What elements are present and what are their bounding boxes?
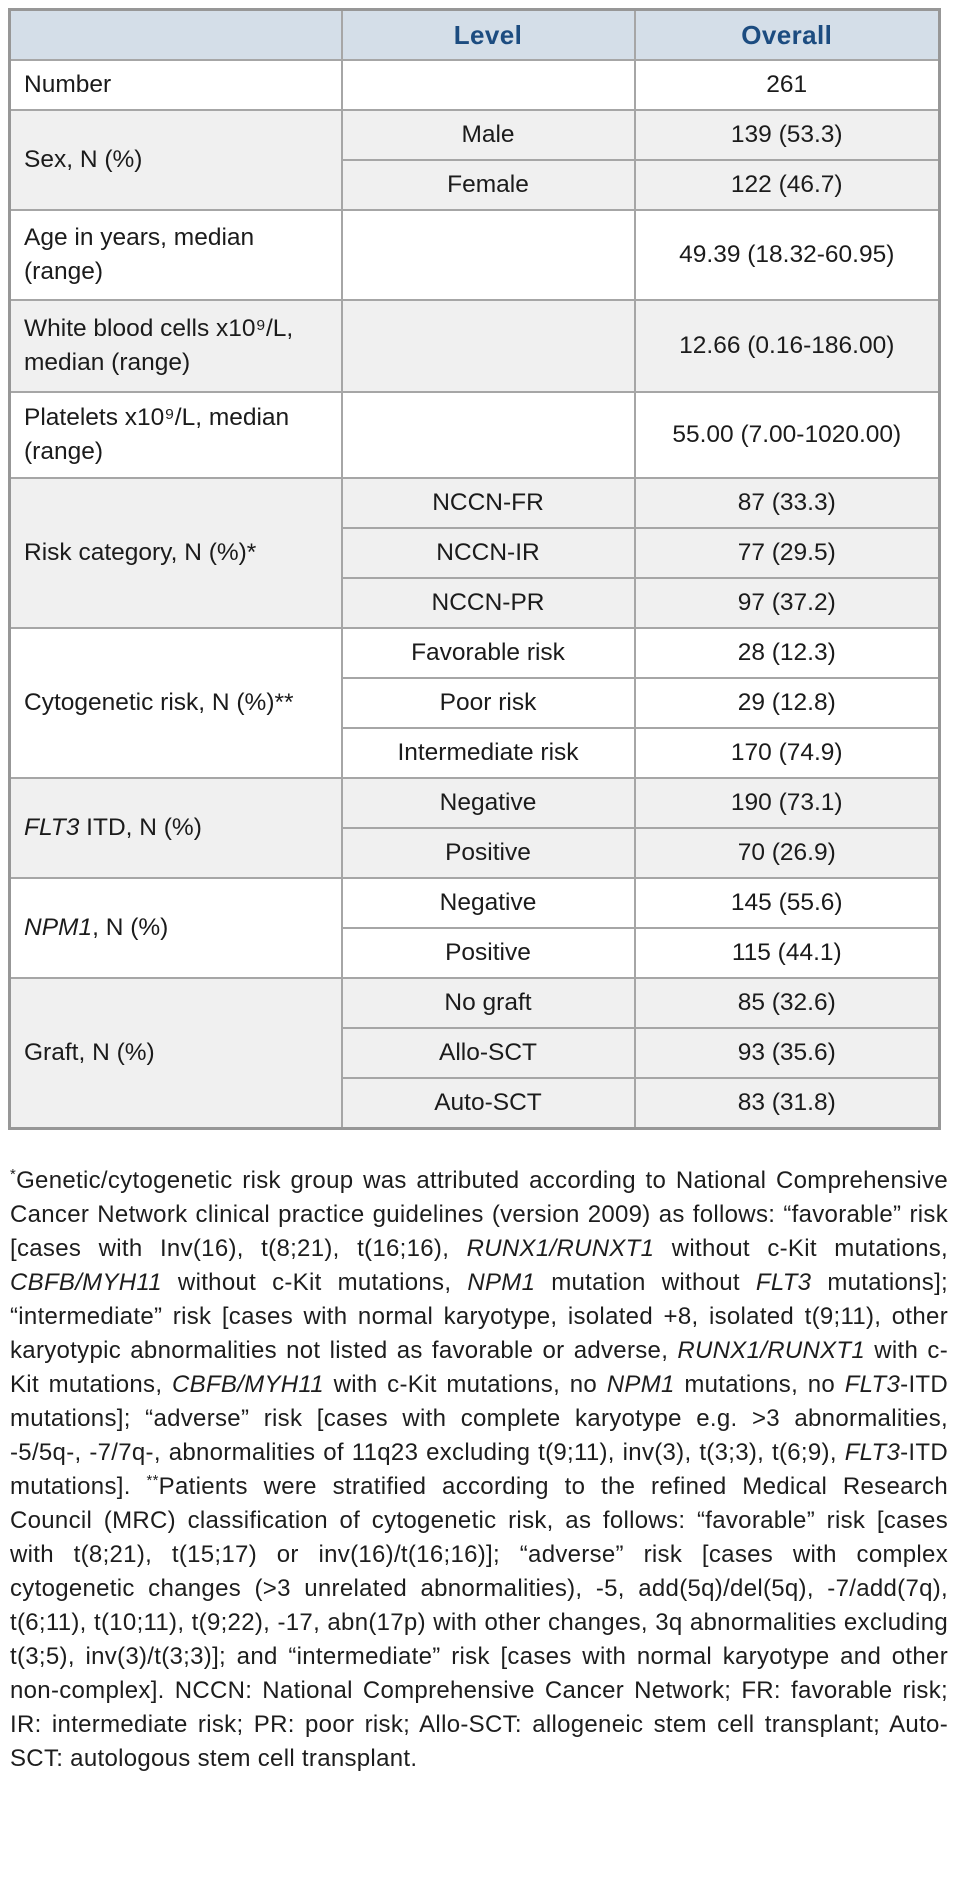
table-row — [10, 478, 940, 528]
level-cell: Intermediate risk — [342, 728, 635, 778]
level-cell: Male — [342, 110, 635, 160]
table-row — [10, 628, 940, 678]
overall-cell: 55.00 (7.00-1020.00) — [635, 392, 940, 478]
row-label-risk-category: Risk category, N (%)* — [10, 478, 342, 628]
row-label-npm1: NPM1, N (%) — [10, 878, 342, 978]
overall-cell: 12.66 (0.16-186.00) — [635, 300, 940, 392]
header-level: Level — [342, 10, 635, 61]
overall-cell: 85 (32.6) — [635, 978, 940, 1028]
table-row — [10, 210, 940, 300]
level-cell — [342, 300, 635, 392]
overall-cell: 97 (37.2) — [635, 578, 940, 628]
overall-cell: 139 (53.3) — [635, 110, 940, 160]
row-label-flt3-itd: FLT3 ITD, N (%) — [10, 778, 342, 878]
header-corner-cell — [10, 10, 342, 61]
level-cell: Positive — [342, 928, 635, 978]
overall-cell: 29 (12.8) — [635, 678, 940, 728]
overall-cell: 261 — [635, 60, 940, 110]
table-row — [10, 878, 940, 928]
overall-cell: 190 (73.1) — [635, 778, 940, 828]
level-cell: Positive — [342, 828, 635, 878]
row-label-number: Number — [10, 60, 342, 110]
overall-cell: 93 (35.6) — [635, 1028, 940, 1078]
level-cell: No graft — [342, 978, 635, 1028]
characteristics-table — [8, 8, 941, 1130]
table-row — [10, 392, 940, 478]
row-label-cytogenetic-risk: Cytogenetic risk, N (%)** — [10, 628, 342, 778]
level-cell: Allo-SCT — [342, 1028, 635, 1078]
overall-cell: 70 (26.9) — [635, 828, 940, 878]
overall-cell: 83 (31.8) — [635, 1078, 940, 1128]
level-cell: NCCN-PR — [342, 578, 635, 628]
table-row — [10, 60, 940, 110]
overall-cell: 145 (55.6) — [635, 878, 940, 928]
header-overall: Overall — [635, 10, 940, 61]
row-label-graft: Graft, N (%) — [10, 978, 342, 1128]
table-row — [10, 778, 940, 828]
table-row — [10, 110, 940, 160]
level-cell — [342, 210, 635, 300]
level-cell — [342, 60, 635, 110]
level-cell: Poor risk — [342, 678, 635, 728]
overall-cell: 77 (29.5) — [635, 528, 940, 578]
overall-cell: 170 (74.9) — [635, 728, 940, 778]
level-cell: Negative — [342, 778, 635, 828]
row-label-platelets: Platelets x10⁹/L, median (range) — [10, 392, 342, 478]
level-cell: NCCN-IR — [342, 528, 635, 578]
level-cell: Auto-SCT — [342, 1078, 635, 1128]
level-cell: NCCN-FR — [342, 478, 635, 528]
level-cell: Female — [342, 160, 635, 210]
overall-cell: 122 (46.7) — [635, 160, 940, 210]
overall-cell: 49.39 (18.32-60.95) — [635, 210, 940, 300]
overall-cell: 87 (33.3) — [635, 478, 940, 528]
row-label-sex: Sex, N (%) — [10, 110, 342, 210]
table-row — [10, 978, 940, 1028]
row-label-age: Age in years, median (range) — [10, 210, 342, 300]
level-cell — [342, 392, 635, 478]
row-label-wbc: White blood cells x10⁹/L, median (range) — [10, 300, 342, 392]
table-header-row — [10, 10, 940, 61]
table-row — [10, 300, 940, 392]
overall-cell: 28 (12.3) — [635, 628, 940, 678]
overall-cell: 115 (44.1) — [635, 928, 940, 978]
table-footnote: *Genetic/cytogenetic risk group was attributed according to National Comprehensive Cancer Network clinical practice guidelines (version 2009) as follows: “favorable” risk [cases with Inv(16), t(8;21), t(16;16), RUNX1/RUNXT1 without c-Kit mutations, CBFB/MYH11 without c-Kit mutations, NPM1 mutation without FLT3 mutations]; “intermediate” risk [cases with normal karyotype, isolated +8, isolated t(9;11), other karyotypic abnormalities not listed as favorable or adverse, RUNX1/RUNXT1 with c-Kit mutations, CBFB/MYH11 with c-Kit mutations, no NPM1 mutations, no FLT3-ITD mutations]; “adverse” risk [cases with complete karyotype e.g. >3 abnormalities, -5/5q-, -7/7q-, abnormalities of 11q23 excluding t(9;11), inv(3), t(3;3), t(6;9), FLT3-ITD mutations]. **Patients were stratified according to the refined Medical Research Council (MRC) classification of cytogenetic risk, as follows: “favorable” risk [cases with t(8;21), t(15;17) or inv(16)/t(16;16)]; “adverse” risk [cases with complex cytogenetic changes (>3 unrelated abnormalities), -5, add(5q)/del(5q), -7/add(7q), t(6;11), t(10;11), t(9;22), -17, abn(17p) with other changes, 3q abnormalities excluding t(3;5), inv(3)/t(3;3)]; and “intermediate” risk [cases with normal karyotype and other non-complex]. NCCN: National Comprehensive Cancer Network; FR: favorable risk; IR: intermediate risk; PR: poor risk; Allo-SCT: allogeneic stem cell transplant; Auto-SCT: autologous stem cell transplant. — [10, 1166, 949, 1772]
level-cell: Favorable risk — [342, 628, 635, 678]
level-cell: Negative — [342, 878, 635, 928]
